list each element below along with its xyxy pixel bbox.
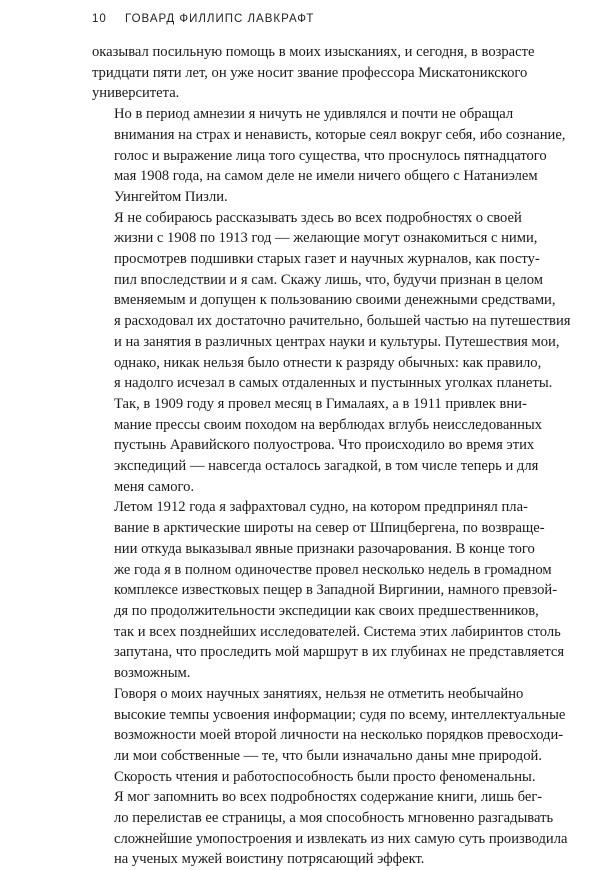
text-line: оказывал посильную помощь в моих изысканиях, и сегодня, в возрасте bbox=[92, 44, 535, 60]
text-line: дя по продолжительности экспедиции как своих предшественников, bbox=[114, 602, 539, 619]
paragraph bbox=[92, 497, 565, 683]
text-line: комплексе известковых пещер в Западной Виргинии, намного превзой- bbox=[114, 582, 558, 599]
text-line: Я не собираюсь рассказывать здесь во всех подробностях о своей bbox=[114, 209, 522, 226]
text-line: голос и выражение лица того существа, что проснулось пятнадцатого bbox=[114, 147, 547, 164]
text-line: на ученых мужей воистину потрясающий эффект. bbox=[114, 851, 425, 868]
paragraph bbox=[92, 684, 568, 870]
text-line: пил впоследствии и я сам. Скажу лишь, что, будучи признан в целом bbox=[114, 271, 543, 288]
text-line: Говоря о моих научных занятиях, нельзя не отметить необычайно bbox=[114, 685, 524, 702]
text-line: нии откуда выказывал явные признаки разочарования. В конце того bbox=[114, 540, 535, 557]
text-line: тридцати пяти лет, он уже носит звание профессора Мискатоникского bbox=[92, 64, 528, 81]
text-line: запутана, что проследить мой маршрут в их глубинах не представляется bbox=[114, 644, 565, 661]
text-line: Уингейтом Пизли. bbox=[114, 188, 228, 205]
text-line: пустынь Аравийского полуострова. Что происходило во время этих bbox=[114, 437, 535, 454]
page-number: 10 bbox=[92, 13, 107, 25]
text-line: Но в период амнезии я ничуть не удивлялся и почти не обращал bbox=[114, 106, 514, 123]
text-line: Я мог запомнить во всех подробностях содержание книги, лишь бег- bbox=[114, 789, 543, 806]
paragraph bbox=[92, 42, 535, 104]
text-line: ли мои собственные — те, что были изначально даны мне природой. bbox=[114, 747, 542, 764]
text-line: и на занятия в различных центрах науки и культуры. Путешествия мои, bbox=[114, 333, 560, 350]
text-line: однако, никак нельзя было отнести к разряду обычных: как правило, bbox=[114, 354, 542, 371]
text-line: меня самого. bbox=[114, 478, 195, 495]
text-line: вменяемым и допущен к пользованию своими денежными средствами, bbox=[114, 292, 556, 309]
body-text bbox=[92, 42, 571, 870]
text-line: вание в арктические широты на север от Шпицбергена, по возвраще- bbox=[114, 520, 545, 537]
paragraph bbox=[92, 208, 571, 394]
text-line: жизни с 1908 по 1913 год — желающие могут ознакомиться с ними, bbox=[114, 230, 538, 247]
text-line: мание прессы своим походом на верблюдах вглубь неисследованных bbox=[114, 416, 543, 433]
text-line: возможности моей второй личности на несколько порядков превосходи- bbox=[114, 727, 564, 744]
text-line: высокие темпы усвоения информации; судя по всему, интеллектуальные bbox=[114, 706, 566, 723]
text-line: Так, в 1909 году я провел месяц в Гималаях, а в 1911 привлек вни- bbox=[114, 395, 527, 412]
text-line: же года я в полном одиночестве провел несколько недель в громадном bbox=[114, 561, 552, 578]
text-line: Летом 1912 года я зафрахтовал судно, на котором предпринял пла- bbox=[114, 499, 528, 516]
book-author: ГОВАРД ФИЛЛИПС ЛАВКРАФТ bbox=[125, 13, 315, 25]
text-line: я надолго исчезал в самых отдаленных и пустынных уголках планеты. bbox=[114, 375, 553, 392]
text-line: так и всех позднейших исследователей. Система этих лабиринтов столь bbox=[114, 623, 561, 640]
text-line: я расходовал их достаточно рачительно, большей частью на путешествия bbox=[114, 313, 571, 330]
text-line: внимания на страх и ненависть, которые сеял вокруг себя, ибо сознание, bbox=[114, 126, 566, 143]
text-line: возможным. bbox=[114, 665, 191, 682]
paragraph bbox=[92, 104, 566, 208]
running-head bbox=[92, 13, 512, 31]
text-line: сложнейшие умопостроения и извлекать из них самую суть производила bbox=[114, 830, 568, 847]
text-line: экспедиций — навсегда осталось загадкой, в том числе теперь и для bbox=[114, 458, 539, 475]
text-line: Скорость чтения и работоспособность были просто феноменальны. bbox=[114, 768, 536, 785]
text-line: ло перелистав ее страницы, а моя способность мгновенно разгадывать bbox=[114, 810, 554, 827]
text-line: университета. bbox=[92, 85, 180, 102]
text-line: мая 1908 года, на самом деле не имели ничего общего с Натаниэлем bbox=[114, 168, 538, 185]
text-line: просмотрев подшивки старых газет и научных журналов, как посту- bbox=[114, 251, 540, 268]
paragraph bbox=[92, 394, 543, 498]
